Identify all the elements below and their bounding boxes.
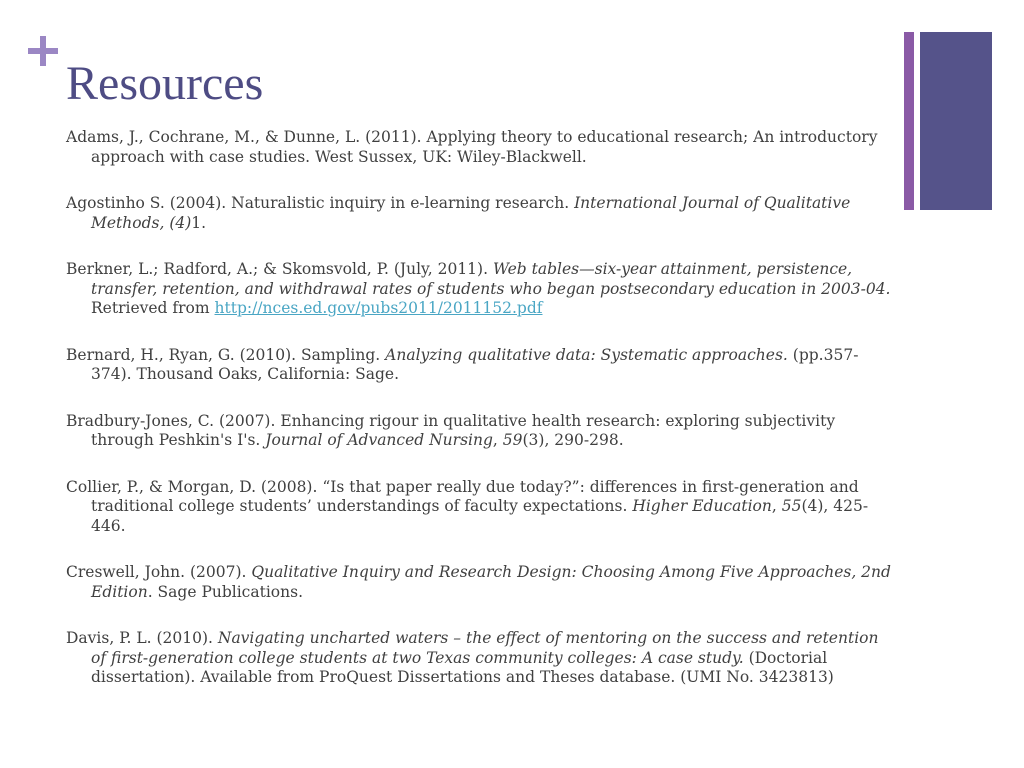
reference-list bbox=[66, 128, 896, 715]
reference-text: Adams, J., Cochrane, M., & Dunne, L. (2011). Applying theory to educational research; An introductory approach with case studies. West Sussex, UK: Wiley-Blackwell. bbox=[66, 128, 878, 166]
reference-title: Navigating uncharted waters – the effect of mentoring on the success and retention of first-generation college students at two Texas community colleges: A case study. bbox=[91, 629, 879, 667]
reference-volume: 59 bbox=[502, 431, 523, 449]
reference-text: Creswell, John. (2007). bbox=[66, 563, 252, 581]
accent-bar-blue bbox=[920, 32, 992, 210]
reference-text: Bernard, H., Ryan, G. (2010). Sampling. bbox=[66, 345, 386, 364]
reference-davis-2010 bbox=[66, 629, 896, 688]
reference-text: (Doctorial dissertation). Available from ProQuest Dissertations and Theses database. (UMI No. 3423813) bbox=[91, 648, 834, 686]
reference-text: Collier, P., & Morgan, D. (2008). “Is that paper really due today?”: differences in first-generation and traditional college students’ understandings of faculty expectations. bbox=[66, 477, 859, 515]
reference-text: . Sage Publications. bbox=[147, 582, 303, 601]
reference-journal: Journal of Advanced Nursing bbox=[265, 431, 493, 449]
reference-text: Davis, P. L. (2010). bbox=[66, 629, 218, 647]
reference-bradbury-jones-2007 bbox=[66, 412, 896, 451]
reference-bernard-2010 bbox=[66, 346, 896, 385]
reference-text: Retrieved from bbox=[91, 299, 215, 317]
reference-berkner-2011 bbox=[66, 260, 896, 319]
reference-text: 1. bbox=[191, 213, 207, 232]
reference-adams-2011 bbox=[66, 128, 896, 167]
reference-text: Berkner, L.; Radford, A.; & Skomsvold, P. (July, 2011). bbox=[66, 260, 493, 278]
reference-text: Agostinho S. (2004). Naturalistic inquiry in e-learning research. bbox=[66, 194, 575, 212]
reference-journal: Higher Education bbox=[632, 497, 772, 515]
plus-icon bbox=[28, 36, 58, 66]
reference-text: Bradbury-Jones, C. (2007). Enhancing rigour in qualitative health research: exploring subjectivity through Peshkin's I's. bbox=[66, 411, 836, 449]
reference-title: Analyzing qualitative data: Systematic approaches. bbox=[385, 345, 788, 364]
reference-title: Qualitative Inquiry and Research Design: Choosing Among Five Approaches, 2nd Edition bbox=[91, 563, 891, 601]
reference-text: , bbox=[492, 431, 503, 449]
reference-volume: 55 bbox=[781, 497, 802, 515]
reference-journal: International Journal of Qualitative Methods, (4) bbox=[91, 194, 851, 232]
reference-agostinho-2004 bbox=[66, 194, 896, 233]
reference-text: (pp.357-374). Thousand Oaks, California: Sage. bbox=[91, 345, 859, 383]
reference-title: Web tables—six-year attainment, persistence, transfer, retention, and withdrawal rates of students who began postsecondary education in 2003-04. bbox=[91, 260, 891, 298]
reference-text: (3), 290-298. bbox=[522, 431, 624, 449]
accent-bar-purple bbox=[904, 32, 914, 210]
slide-title: Resources bbox=[66, 57, 264, 110]
reference-link[interactable]: http://nces.ed.gov/pubs2011/2011152.pdf bbox=[214, 299, 543, 317]
reference-text: , bbox=[771, 497, 782, 515]
reference-text: (4), 425-446. bbox=[91, 497, 869, 535]
reference-creswell-2007 bbox=[66, 563, 896, 602]
reference-collier-2008 bbox=[66, 478, 896, 537]
